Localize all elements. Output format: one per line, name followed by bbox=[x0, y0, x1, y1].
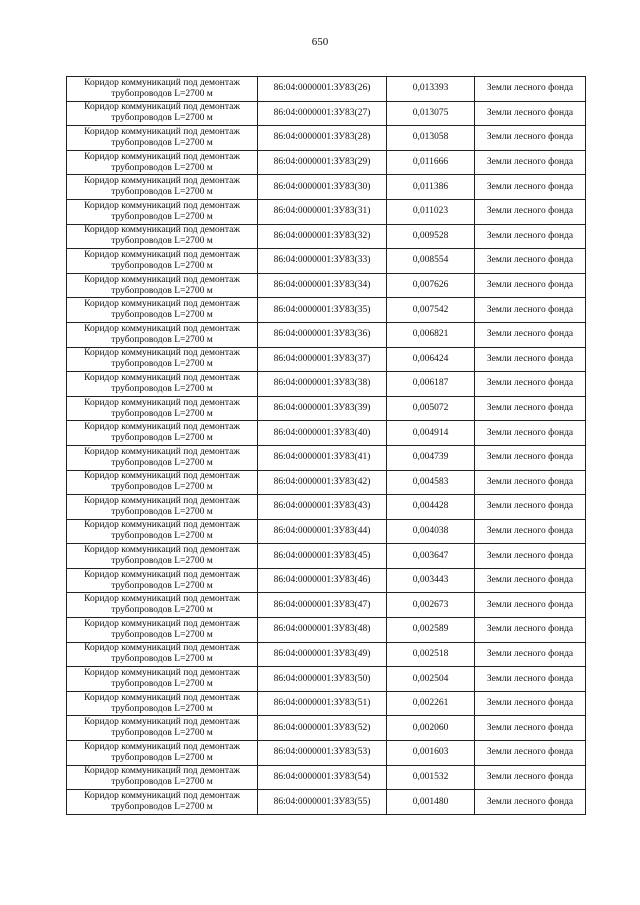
cadastral-number-cell: 86:04:0000001:ЗУ83(50) bbox=[258, 667, 387, 692]
object-name-line1: Коридор коммуникаций под демонтаж bbox=[84, 495, 240, 506]
cadastral-number-cell: 86:04:0000001:ЗУ83(36) bbox=[258, 322, 387, 347]
land-category-cell: Земли лесного фонда bbox=[475, 568, 586, 593]
object-name-cell bbox=[67, 273, 258, 298]
object-name-line2: трубопроводов L=2700 м bbox=[111, 211, 213, 222]
cadastral-number-cell: 86:04:0000001:ЗУ83(29) bbox=[258, 150, 387, 175]
object-name-cell bbox=[67, 396, 258, 421]
cadastral-number-cell: 86:04:0000001:ЗУ83(44) bbox=[258, 519, 387, 544]
object-name-line2: трубопроводов L=2700 м bbox=[111, 506, 213, 517]
land-category-cell: Земли лесного фонда bbox=[475, 519, 586, 544]
page-number: 650 bbox=[311, 36, 329, 48]
table-row bbox=[67, 175, 586, 200]
cadastral-number-cell: 86:04:0000001:ЗУ83(40) bbox=[258, 421, 387, 446]
object-name-cell bbox=[67, 470, 258, 495]
cadastral-number-cell: 86:04:0000001:ЗУ83(34) bbox=[258, 273, 387, 298]
land-category-cell: Земли лесного фонда bbox=[475, 691, 586, 716]
table-row bbox=[67, 273, 586, 298]
cadastral-number-cell: 86:04:0000001:ЗУ83(49) bbox=[258, 642, 387, 667]
area-cell: 0,003443 bbox=[387, 568, 475, 593]
land-category-cell: Земли лесного фонда bbox=[475, 421, 586, 446]
area-cell: 0,004428 bbox=[387, 495, 475, 520]
cadastral-number-cell: 86:04:0000001:ЗУ83(55) bbox=[258, 790, 387, 815]
object-name-line1: Коридор коммуникаций под демонтаж bbox=[84, 545, 240, 556]
cadastral-number-cell: 86:04:0000001:ЗУ83(39) bbox=[258, 396, 387, 421]
object-name-line2: трубопроводов L=2700 м bbox=[111, 703, 213, 714]
cadastral-number-cell: 86:04:0000001:ЗУ83(33) bbox=[258, 249, 387, 274]
table-row bbox=[67, 765, 586, 790]
table-row bbox=[67, 741, 586, 766]
object-name-line2: трубопроводов L=2700 м bbox=[111, 260, 213, 271]
object-name-line2: трубопроводов L=2700 м bbox=[111, 236, 213, 247]
cadastral-number-cell: 86:04:0000001:ЗУ83(41) bbox=[258, 445, 387, 470]
table-row bbox=[67, 322, 586, 347]
object-name-cell bbox=[67, 199, 258, 224]
land-category-cell: Земли лесного фонда bbox=[475, 224, 586, 249]
area-cell: 0,002518 bbox=[387, 642, 475, 667]
object-name-line1: Коридор коммуникаций под демонтаж bbox=[84, 323, 240, 334]
land-plot-table bbox=[66, 76, 586, 815]
object-name-cell bbox=[67, 150, 258, 175]
object-name-cell bbox=[67, 372, 258, 397]
cadastral-number-cell: 86:04:0000001:ЗУ83(30) bbox=[258, 175, 387, 200]
object-name-line1: Коридор коммуникаций под демонтаж bbox=[84, 668, 240, 679]
land-category-cell: Земли лесного фонда bbox=[475, 618, 586, 643]
object-name-line2: трубопроводов L=2700 м bbox=[111, 457, 213, 468]
object-name-line1: Коридор коммуникаций под демонтаж bbox=[84, 77, 240, 88]
area-cell: 0,003647 bbox=[387, 544, 475, 569]
object-name-cell bbox=[67, 126, 258, 151]
object-name-cell bbox=[67, 790, 258, 815]
object-name-cell bbox=[67, 593, 258, 618]
object-name-line1: Коридор коммуникаций под демонтаж bbox=[84, 249, 240, 260]
table-row bbox=[67, 593, 586, 618]
table-row bbox=[67, 77, 586, 102]
table-row bbox=[67, 372, 586, 397]
area-cell: 0,002673 bbox=[387, 593, 475, 618]
object-name-cell bbox=[67, 77, 258, 102]
object-name-line2: трубопроводов L=2700 м bbox=[111, 113, 213, 124]
cadastral-number-cell: 86:04:0000001:ЗУ83(46) bbox=[258, 568, 387, 593]
table-row bbox=[67, 642, 586, 667]
area-cell: 0,006187 bbox=[387, 372, 475, 397]
area-cell: 0,001532 bbox=[387, 765, 475, 790]
object-name-line2: трубопроводов L=2700 м bbox=[111, 433, 213, 444]
area-cell: 0,011666 bbox=[387, 150, 475, 175]
object-name-line2: трубопроводов L=2700 м bbox=[111, 629, 213, 640]
area-cell: 0,001603 bbox=[387, 741, 475, 766]
object-name-line2: трубопроводов L=2700 м bbox=[111, 654, 213, 665]
cadastral-number-cell: 86:04:0000001:ЗУ83(32) bbox=[258, 224, 387, 249]
land-category-cell: Земли лесного фонда bbox=[475, 765, 586, 790]
land-category-cell: Земли лесного фонда bbox=[475, 126, 586, 151]
land-category-cell: Земли лесного фонда bbox=[475, 495, 586, 520]
cadastral-number-cell: 86:04:0000001:ЗУ83(45) bbox=[258, 544, 387, 569]
object-name-line1: Коридор коммуникаций под демонтаж bbox=[84, 102, 240, 113]
table-row bbox=[67, 298, 586, 323]
object-name-cell bbox=[67, 249, 258, 274]
cadastral-number-cell: 86:04:0000001:ЗУ83(28) bbox=[258, 126, 387, 151]
object-name-cell bbox=[67, 741, 258, 766]
object-name-line1: Коридор коммуникаций под демонтаж bbox=[84, 397, 240, 408]
area-cell: 0,011023 bbox=[387, 199, 475, 224]
object-name-line2: трубопроводов L=2700 м bbox=[111, 310, 213, 321]
land-category-cell: Земли лесного фонда bbox=[475, 150, 586, 175]
land-category-cell: Земли лесного фонда bbox=[475, 101, 586, 126]
object-name-cell bbox=[67, 765, 258, 790]
object-name-line1: Коридор коммуникаций под демонтаж bbox=[84, 151, 240, 162]
table-row bbox=[67, 568, 586, 593]
object-name-line1: Коридор коммуникаций под демонтаж bbox=[84, 569, 240, 580]
object-name-cell bbox=[67, 568, 258, 593]
object-name-line1: Коридор коммуникаций под демонтаж bbox=[84, 471, 240, 482]
table-body bbox=[67, 77, 586, 815]
object-name-cell bbox=[67, 224, 258, 249]
object-name-line1: Коридор коммуникаций под демонтаж bbox=[84, 717, 240, 728]
area-cell: 0,004739 bbox=[387, 445, 475, 470]
object-name-line1: Коридор коммуникаций под демонтаж bbox=[84, 741, 240, 752]
table-row bbox=[67, 495, 586, 520]
area-cell: 0,002504 bbox=[387, 667, 475, 692]
table-row bbox=[67, 101, 586, 126]
land-category-cell: Земли лесного фонда bbox=[475, 199, 586, 224]
cadastral-number-cell: 86:04:0000001:ЗУ83(37) bbox=[258, 347, 387, 372]
object-name-cell bbox=[67, 298, 258, 323]
object-name-cell bbox=[67, 618, 258, 643]
object-name-line2: трубопроводов L=2700 м bbox=[111, 531, 213, 542]
area-cell: 0,002589 bbox=[387, 618, 475, 643]
table-row bbox=[67, 347, 586, 372]
land-category-cell: Земли лесного фонда bbox=[475, 470, 586, 495]
table-row bbox=[67, 445, 586, 470]
object-name-line1: Коридор коммуникаций под демонтаж bbox=[84, 348, 240, 359]
object-name-cell bbox=[67, 667, 258, 692]
area-cell: 0,004914 bbox=[387, 421, 475, 446]
cadastral-number-cell: 86:04:0000001:ЗУ83(52) bbox=[258, 716, 387, 741]
land-category-cell: Земли лесного фонда bbox=[475, 322, 586, 347]
object-name-line1: Коридор коммуникаций под демонтаж bbox=[84, 422, 240, 433]
object-name-line1: Коридор коммуникаций под демонтаж bbox=[84, 791, 240, 802]
object-name-line2: трубопроводов L=2700 м bbox=[111, 162, 213, 173]
object-name-line1: Коридор коммуникаций под демонтаж bbox=[84, 446, 240, 457]
object-name-line1: Коридор коммуникаций под демонтаж bbox=[84, 274, 240, 285]
object-name-line2: трубопроводов L=2700 м bbox=[111, 383, 213, 394]
object-name-cell bbox=[67, 519, 258, 544]
object-name-line2: трубопроводов L=2700 м bbox=[111, 285, 213, 296]
area-cell: 0,001480 bbox=[387, 790, 475, 815]
object-name-line2: трубопроводов L=2700 м bbox=[111, 187, 213, 198]
object-name-line2: трубопроводов L=2700 м bbox=[111, 802, 213, 813]
cadastral-number-cell: 86:04:0000001:ЗУ83(54) bbox=[258, 765, 387, 790]
land-category-cell: Земли лесного фонда bbox=[475, 175, 586, 200]
land-category-cell: Земли лесного фонда bbox=[475, 347, 586, 372]
object-name-cell bbox=[67, 175, 258, 200]
area-cell: 0,013075 bbox=[387, 101, 475, 126]
cadastral-number-cell: 86:04:0000001:ЗУ83(47) bbox=[258, 593, 387, 618]
object-name-line2: трубопроводов L=2700 м bbox=[111, 482, 213, 493]
table-row bbox=[67, 544, 586, 569]
object-name-line2: трубопроводов L=2700 м bbox=[111, 137, 213, 148]
area-cell: 0,004038 bbox=[387, 519, 475, 544]
object-name-line1: Коридор коммуникаций под демонтаж bbox=[84, 520, 240, 531]
object-name-line1: Коридор коммуникаций под демонтаж bbox=[84, 618, 240, 629]
table-row bbox=[67, 224, 586, 249]
table-row bbox=[67, 150, 586, 175]
land-category-cell: Земли лесного фонда bbox=[475, 642, 586, 667]
table-row bbox=[67, 691, 586, 716]
area-cell: 0,013393 bbox=[387, 77, 475, 102]
object-name-line2: трубопроводов L=2700 м bbox=[111, 88, 213, 99]
object-name-line2: трубопроводов L=2700 м bbox=[111, 728, 213, 739]
cadastral-number-cell: 86:04:0000001:ЗУ83(38) bbox=[258, 372, 387, 397]
area-cell: 0,009528 bbox=[387, 224, 475, 249]
object-name-line1: Коридор коммуникаций под демонтаж bbox=[84, 594, 240, 605]
table-row bbox=[67, 199, 586, 224]
object-name-line1: Коридор коммуникаций под демонтаж bbox=[84, 176, 240, 187]
area-cell: 0,011386 bbox=[387, 175, 475, 200]
table-row bbox=[67, 470, 586, 495]
cadastral-number-cell: 86:04:0000001:ЗУ83(48) bbox=[258, 618, 387, 643]
object-name-line2: трубопроводов L=2700 м bbox=[111, 556, 213, 567]
object-name-cell bbox=[67, 445, 258, 470]
land-category-cell: Земли лесного фонда bbox=[475, 372, 586, 397]
object-name-line2: трубопроводов L=2700 м bbox=[111, 359, 213, 370]
object-name-cell bbox=[67, 642, 258, 667]
object-name-line2: трубопроводов L=2700 м bbox=[111, 752, 213, 763]
table-row bbox=[67, 249, 586, 274]
land-category-cell: Земли лесного фонда bbox=[475, 667, 586, 692]
land-category-cell: Земли лесного фонда bbox=[475, 249, 586, 274]
object-name-line2: трубопроводов L=2700 м bbox=[111, 679, 213, 690]
table-row bbox=[67, 716, 586, 741]
land-category-cell: Земли лесного фонда bbox=[475, 77, 586, 102]
area-cell: 0,007626 bbox=[387, 273, 475, 298]
object-name-line2: трубопроводов L=2700 м bbox=[111, 334, 213, 345]
land-category-cell: Земли лесного фонда bbox=[475, 544, 586, 569]
cadastral-number-cell: 86:04:0000001:ЗУ83(27) bbox=[258, 101, 387, 126]
area-cell: 0,013058 bbox=[387, 126, 475, 151]
land-category-cell: Земли лесного фонда bbox=[475, 298, 586, 323]
object-name-line1: Коридор коммуникаций под демонтаж bbox=[84, 225, 240, 236]
cadastral-number-cell: 86:04:0000001:ЗУ83(26) bbox=[258, 77, 387, 102]
object-name-line1: Коридор коммуникаций под демонтаж bbox=[84, 372, 240, 383]
cadastral-number-cell: 86:04:0000001:ЗУ83(51) bbox=[258, 691, 387, 716]
land-category-cell: Земли лесного фонда bbox=[475, 396, 586, 421]
table-row bbox=[67, 618, 586, 643]
object-name-line1: Коридор коммуникаций под демонтаж bbox=[84, 200, 240, 211]
area-cell: 0,002261 bbox=[387, 691, 475, 716]
area-cell: 0,004583 bbox=[387, 470, 475, 495]
table-row bbox=[67, 396, 586, 421]
cadastral-number-cell: 86:04:0000001:ЗУ83(31) bbox=[258, 199, 387, 224]
object-name-cell bbox=[67, 716, 258, 741]
land-category-cell: Земли лесного фонда bbox=[475, 741, 586, 766]
object-name-cell bbox=[67, 691, 258, 716]
object-name-line1: Коридор коммуникаций под демонтаж bbox=[84, 692, 240, 703]
area-cell: 0,002060 bbox=[387, 716, 475, 741]
area-cell: 0,006821 bbox=[387, 322, 475, 347]
object-name-line1: Коридор коммуникаций под демонтаж bbox=[84, 643, 240, 654]
land-category-cell: Земли лесного фонда bbox=[475, 716, 586, 741]
area-cell: 0,008554 bbox=[387, 249, 475, 274]
table-row bbox=[67, 667, 586, 692]
table-row bbox=[67, 421, 586, 446]
cadastral-number-cell: 86:04:0000001:ЗУ83(53) bbox=[258, 741, 387, 766]
land-category-cell: Земли лесного фонда bbox=[475, 790, 586, 815]
area-cell: 0,007542 bbox=[387, 298, 475, 323]
object-name-cell bbox=[67, 322, 258, 347]
object-name-line2: трубопроводов L=2700 м bbox=[111, 777, 213, 788]
area-cell: 0,006424 bbox=[387, 347, 475, 372]
object-name-cell bbox=[67, 101, 258, 126]
cadastral-number-cell: 86:04:0000001:ЗУ83(42) bbox=[258, 470, 387, 495]
object-name-cell bbox=[67, 347, 258, 372]
object-name-line1: Коридор коммуникаций под демонтаж bbox=[84, 766, 240, 777]
land-category-cell: Земли лесного фонда bbox=[475, 593, 586, 618]
area-cell: 0,005072 bbox=[387, 396, 475, 421]
object-name-line2: трубопроводов L=2700 м bbox=[111, 605, 213, 616]
object-name-line1: Коридор коммуникаций под демонтаж bbox=[84, 299, 240, 310]
table-row bbox=[67, 790, 586, 815]
object-name-line2: трубопроводов L=2700 м bbox=[111, 580, 213, 591]
cadastral-number-cell: 86:04:0000001:ЗУ83(35) bbox=[258, 298, 387, 323]
object-name-cell bbox=[67, 421, 258, 446]
object-name-line1: Коридор коммуникаций под демонтаж bbox=[84, 126, 240, 137]
cadastral-number-cell: 86:04:0000001:ЗУ83(43) bbox=[258, 495, 387, 520]
table-row bbox=[67, 126, 586, 151]
table-row bbox=[67, 519, 586, 544]
object-name-cell bbox=[67, 495, 258, 520]
land-category-cell: Земли лесного фонда bbox=[475, 273, 586, 298]
land-category-cell: Земли лесного фонда bbox=[475, 445, 586, 470]
object-name-line2: трубопроводов L=2700 м bbox=[111, 408, 213, 419]
object-name-cell bbox=[67, 544, 258, 569]
